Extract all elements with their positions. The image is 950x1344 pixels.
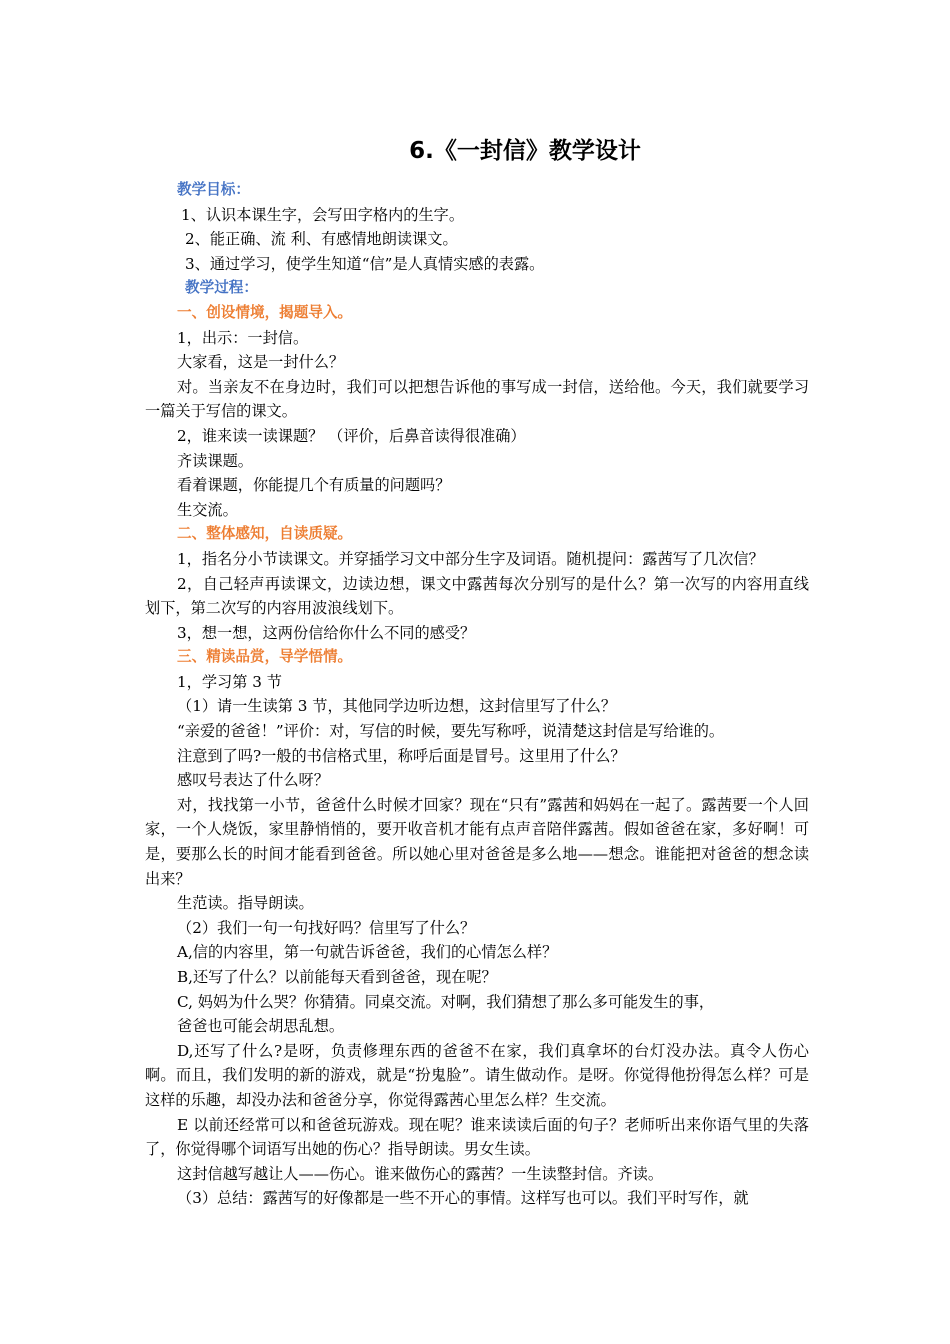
section-heading: 一、创设情境，揭题导入。 — [177, 303, 353, 321]
paragraph: B,还写了什么？以前能每天看到爸爸，现在呢？ — [177, 968, 497, 986]
paragraph: 大家看，这是一封什么？ — [177, 353, 345, 372]
paragraph: 对，找找第一小节，爸爸什么时候才回家？现在“只有”露茜和妈妈在一起了。露茜要一个人回家，一个人烧饭，家里静悄悄的，要开收音机才能有点声音陪伴露茜。假如爸爸在家，多好啊！可是，要那么长的时间才能看到爸爸。所以她心里对爸爸是多么地——想念。谁能把对爸爸的想念读出来？ — [145, 795, 809, 888]
paragraph: （2）我们一句一句找好吗？信里写了什么？ — [177, 918, 476, 937]
paragraph: A,信的内容里，第一句就告诉爸爸，我们的心情怎么样？ — [177, 943, 558, 962]
document-body — [145, 178, 809, 1211]
paragraph: 齐读课题。 — [177, 451, 253, 470]
paragraph: “亲爱的爸爸！”评价：对，写信的时候，要先写称呼，说清楚这封信是写给谁的。 — [177, 722, 725, 741]
document-title: 6.《一封信》教学设计 — [409, 138, 641, 164]
paragraph: 爸爸也可能会胡思乱想。 — [177, 1017, 345, 1036]
paragraph: 这封信越写越让人——伤心。谁来做伤心的露茜？一生读整封信。齐读。 — [177, 1164, 663, 1183]
objective-item: 1、认识本课生字，会写田字格内的生字。 — [181, 205, 465, 224]
section-heading: 二、整体感知，自读质疑。 — [177, 525, 353, 543]
paragraph: 生范读。指导朗读。 — [177, 894, 314, 913]
paragraph: 1，出示：一封信。 — [177, 328, 309, 347]
paragraph: C, 妈妈为什么哭？你猜猜。同桌交流。对啊，我们猜想了那么多可能发生的事， — [177, 992, 715, 1011]
paragraph: 感叹号表达了什么呀？ — [177, 771, 329, 790]
paragraph: 1，指名分小节读课文。并穿插学习文中部分生字及词语。随机提问：露茜写了几次信？ — [177, 549, 764, 568]
paragraph: 注意到了吗?一般的书信格式里，称呼后面是冒号。这里用了什么？ — [177, 746, 626, 765]
paragraph: 看着课题，你能提几个有质量的问题吗？ — [177, 476, 451, 495]
paragraph: D,还写了什么?是呀，负责修理东西的爸爸不在家，我们真拿坏的台灯没办法。真令人伤心啊。而且，我们发明的新的游戏，就是“扮鬼脸”。请生做动作。是呀。你觉得他扮得怎么样？可是这样的乐趣，却没办法和爸爸分享，你觉得露茜心里怎么样？生交流。 — [145, 1041, 809, 1109]
paragraph: 3，想一想，这两份信给你什么不同的感受？ — [177, 623, 476, 642]
paragraph: 2，谁来读一读课题？ （评价，后鼻音读得很准确） — [177, 426, 526, 445]
paragraph: 1，学习第 3 节 — [177, 672, 282, 691]
paragraph: （3）总结：露茜写的好像都是一些不开心的事情。这样写也可以。我们平时写作，就 — [177, 1189, 749, 1208]
objective-item: 2、能正确、流 利、有感情地朗读课文。 — [185, 230, 458, 249]
process-heading: 教学过程： — [185, 279, 258, 297]
paragraph: 对。当亲友不在身边时，我们可以把想告诉他的事写成一封信，送给他。今天，我们就要学习一篇关于写信的课文。 — [145, 377, 809, 421]
paragraph: E 以前还经常可以和爸爸玩游戏。现在呢？谁来读读后面的句子？老师听出来你语气里的失落了，你觉得哪个词语写出她的伤心？指导朗读。男女生读。 — [145, 1115, 809, 1159]
paragraph: 2，自己轻声再读课文，边读边想，课文中露茜每次分别写的是什么？第一次写的内容用直线划下，第二次写的内容用波浪线划下。 — [145, 574, 809, 618]
paragraph: （1）请一生读第 3 节，其他同学边听边想，这封信里写了什么？ — [177, 697, 617, 716]
objectives-heading: 教学目标： — [177, 181, 250, 198]
objective-item: 3、通过学习，使学生知道“信”是人真情实感的表露。 — [185, 254, 545, 273]
paragraph: 生交流。 — [177, 500, 238, 519]
section-heading: 三、精读品赏，导学悟情。 — [177, 648, 353, 666]
